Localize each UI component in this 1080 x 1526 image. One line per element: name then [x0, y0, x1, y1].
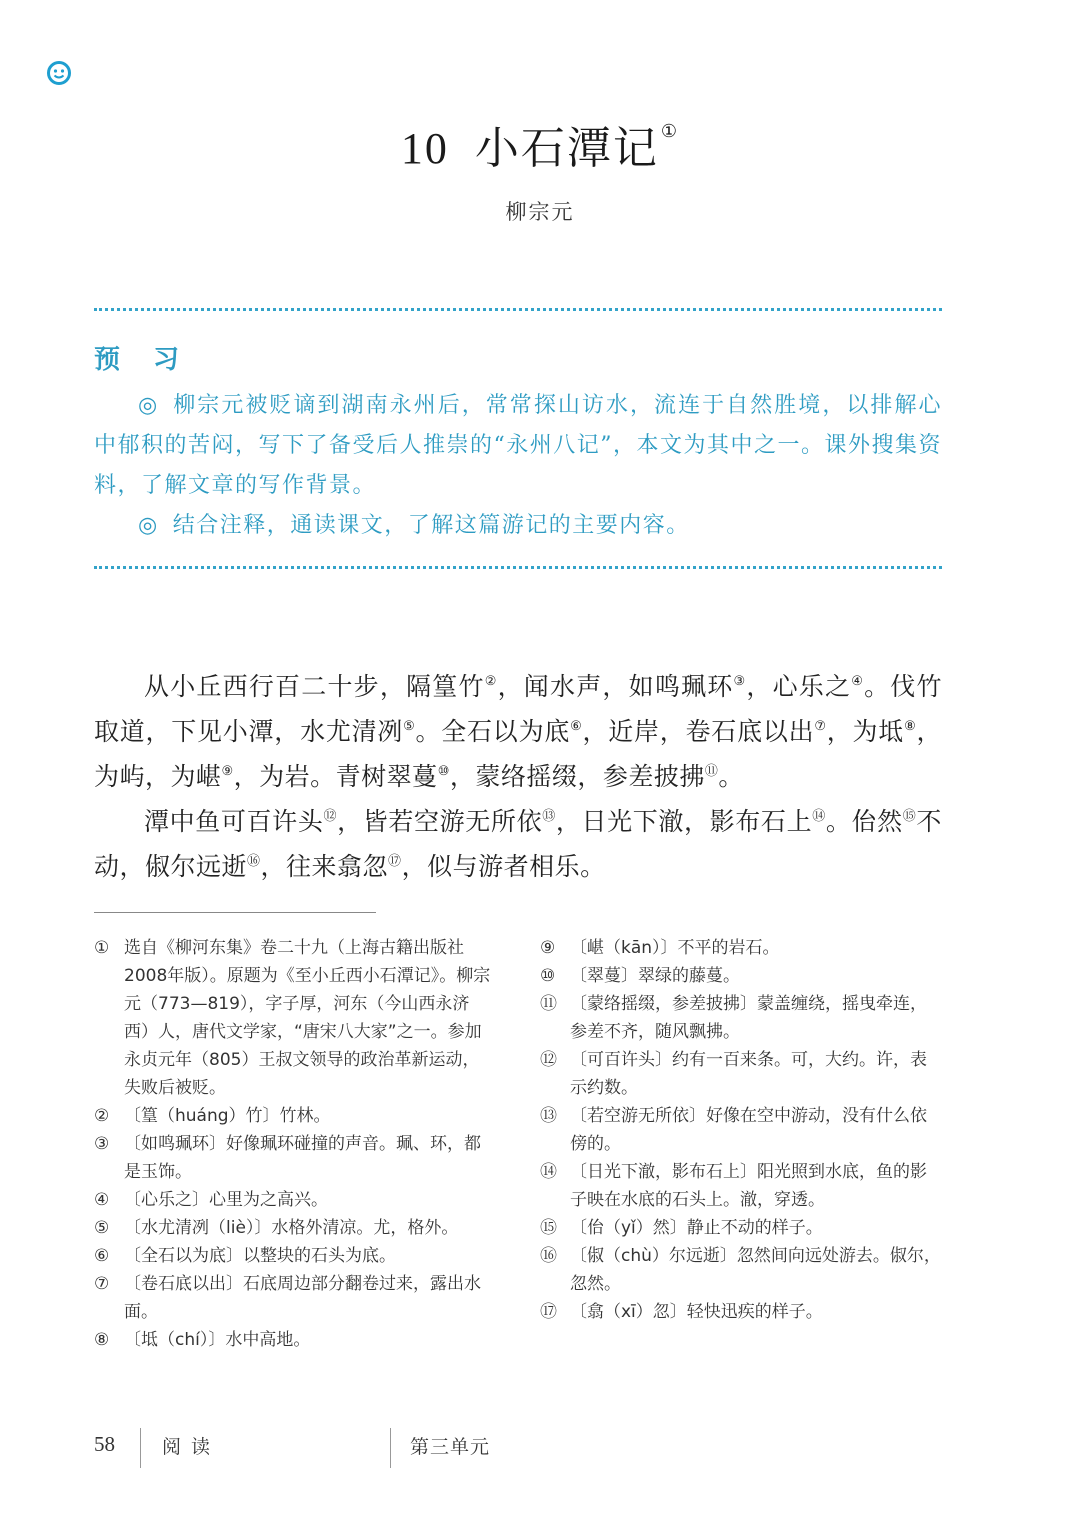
footnote-ref[interactable]: ④	[851, 674, 865, 689]
footnote-mark: ⑦	[94, 1274, 110, 1294]
footnote-mark: ②	[94, 1106, 110, 1126]
footnote-mark: ③	[94, 1134, 110, 1154]
text-segment: 。佁然	[825, 807, 903, 836]
footnote	[94, 1326, 494, 1354]
footnote-text: 〔心乐之〕心里为之高兴。	[124, 1190, 328, 1210]
smiley-face-icon	[46, 60, 72, 86]
footnote-text: 〔嵁（kān）〕不平的岩石。	[570, 938, 780, 958]
footnote-mark: ⑩	[540, 966, 556, 986]
footnote	[540, 1046, 942, 1102]
lesson-title-text: 小石潭记	[474, 123, 659, 174]
footnote	[94, 934, 494, 1102]
text-segment: ，蒙络摇缀，参差披拂	[449, 762, 705, 791]
footnote-ref[interactable]: ⑨	[221, 764, 234, 779]
footnote-mark: ⑥	[94, 1246, 110, 1266]
text-segment: ，似与游者相乐。	[401, 852, 606, 881]
footnote-mark: ⑰	[540, 1302, 557, 1322]
footnote	[540, 1102, 942, 1158]
text-segment: 从小丘西行百二十步，隔篁竹	[144, 672, 485, 701]
dotted-divider-bottom	[94, 566, 942, 569]
text-segment: ，往来翕忽	[260, 852, 389, 881]
author: 柳宗元	[505, 200, 575, 224]
main-text	[94, 662, 942, 887]
footnote-text: 〔可百许头〕约有一百来条。可，大约。许，表示约数。	[570, 1050, 927, 1098]
footnote-ref[interactable]: ⑮	[902, 809, 917, 824]
footnote-text: 〔如鸣珮环〕好像珮环碰撞的声音。珮、环，都是玉饰。	[124, 1134, 481, 1182]
footnote	[540, 1158, 942, 1214]
text-segment: ，日光下澈，影布石上	[555, 807, 813, 836]
footnote-mark: ⑫	[540, 1050, 557, 1070]
footnote-mark: ⑭	[540, 1162, 557, 1182]
footnote-text: 〔卷石底以出〕石底周边部分翻卷过来，露出水面。	[124, 1274, 481, 1322]
footnote-ref[interactable]: ⑬	[542, 809, 556, 824]
footnote-mark: ⑬	[540, 1106, 557, 1126]
text-segment: ，近岸，卷石底以出	[582, 717, 815, 746]
bullet-icon: ◎	[138, 513, 159, 538]
preview-item	[94, 386, 942, 506]
footnotes-right-column	[540, 934, 942, 1326]
footnote-mark: ⑧	[94, 1330, 110, 1350]
footnote-ref[interactable]: ⑪	[704, 764, 719, 779]
footnote-ref[interactable]: ③	[733, 674, 747, 689]
footer-separator	[140, 1428, 141, 1468]
preview-item-text: 柳宗元被贬谪到湖南永州后，常常探山访水，流连于自然胜境，以排解心中郁积的苦闷，写下了备受后人推崇的“永州八记”，本文为其中之一。课外搜集资料，了解文章的写作背景。	[94, 393, 942, 498]
text-segment: 。伐竹取道，下见小潭，水尤清冽	[94, 672, 942, 746]
footnote-ref[interactable]: ⑦	[814, 719, 827, 734]
lesson-number: 10	[400, 124, 449, 173]
text-segment: ，为岩。青树翠蔓	[233, 762, 438, 791]
preview-heading: 预 习	[94, 345, 192, 375]
footnote-ref[interactable]: ⑭	[812, 809, 826, 824]
title-note-mark[interactable]: ①	[660, 121, 680, 142]
footnote-text: 〔全石以为底〕以整块的石头为底。	[124, 1246, 396, 1266]
footnote-mark: ⑤	[94, 1218, 110, 1238]
footnote	[540, 962, 942, 990]
footnote	[94, 1102, 494, 1130]
footnote	[540, 1298, 942, 1326]
footnote-text: 〔日光下澈，影布石上〕阳光照到水底，鱼的影子映在水底的石头上。澈，穿透。	[570, 1162, 927, 1210]
lesson-title	[0, 112, 1080, 176]
footnote-ref[interactable]: ⑤	[403, 719, 416, 734]
bullet-icon: ◎	[138, 393, 160, 418]
footnote	[94, 1130, 494, 1186]
footnote-ref[interactable]: ⑫	[323, 809, 338, 824]
preview-item	[94, 506, 942, 546]
footnote-text: 〔翕（xī）忽〕轻快迅疾的样子。	[570, 1302, 823, 1322]
footnote-text: 〔坻（chí）〕水中高地。	[124, 1330, 311, 1350]
text-segment: 。	[718, 762, 744, 791]
dotted-divider-top	[94, 308, 942, 311]
footnote-text: 〔若空游无所依〕好像在空中游动，没有什么依傍的。	[570, 1106, 927, 1154]
footnote	[94, 1270, 494, 1326]
footnote-text: 〔蒙络摇缀，参差披拂〕蒙盖缠绕，摇曳牵连，参差不齐，随风飘拂。	[570, 994, 927, 1042]
footnote-text: 选自《柳河东集》卷二十九（上海古籍出版社2008年版）。原题为《至小丘西小石潭记》。柳宗元（773—819），字子厚，河东（今山西永济西）人，唐代文学家，“唐宋八大家”之一。参加永贞元年（805）王叔文领导的政治革新运动，失败后被贬。	[124, 938, 491, 1098]
footnote-mark: ①	[94, 938, 110, 958]
footnote-ref[interactable]: ⑰	[388, 854, 402, 869]
footnote-text: 〔翠蔓〕翠绿的藤蔓。	[570, 966, 740, 986]
footnote	[540, 1242, 942, 1298]
footnote-text: 〔俶（chù）尔远逝〕忽然间向远处游去。俶尔，忽然。	[570, 1246, 941, 1294]
preview-item-text: 结合注释，通读课文，了解这篇游记的主要内容。	[172, 513, 690, 538]
footnote	[540, 934, 942, 962]
footer-section: 阅读	[162, 1436, 221, 1458]
footnote	[94, 1214, 494, 1242]
text-segment: ，皆若空游无所依	[337, 807, 543, 836]
text-segment: ，为屿，为嵁	[94, 717, 942, 791]
footnote-text: 〔佁（yǐ）然〕静止不动的样子。	[570, 1218, 823, 1238]
footnote-mark: ⑪	[540, 994, 557, 1014]
footnote-ref[interactable]: ⑥	[570, 719, 583, 734]
text-segment: ，闻水声，如鸣珮环	[497, 672, 734, 701]
text-segment: 。全石以为底	[415, 717, 571, 746]
text-segment: ，为坻	[826, 717, 905, 746]
footnote-ref[interactable]: ⑩	[437, 764, 450, 779]
preview-section	[94, 340, 942, 546]
footer-unit: 第三单元	[410, 1436, 491, 1458]
footnote-mark: ⑯	[540, 1246, 557, 1266]
footnote-ref[interactable]: ②	[484, 674, 498, 689]
text-segment: 不动，俶尔远逝	[94, 807, 942, 881]
text-segment: ，心乐之	[746, 672, 852, 701]
footnote-mark: ④	[94, 1190, 110, 1210]
footnote	[94, 1186, 494, 1214]
footnote	[540, 1214, 942, 1242]
footnote-rule	[94, 912, 376, 913]
footnote	[94, 1242, 494, 1270]
footnote-text: 〔篁（huáng）竹〕竹林。	[124, 1106, 331, 1126]
footnote-mark: ⑮	[540, 1218, 557, 1238]
footnote-mark: ⑨	[540, 938, 556, 958]
footnote	[540, 990, 942, 1046]
footnotes-left-column	[94, 934, 494, 1354]
paragraph-2	[94, 797, 942, 887]
footer-separator	[390, 1428, 391, 1468]
footnote-ref[interactable]: ⑯	[247, 854, 261, 869]
footnote-ref[interactable]: ⑧	[904, 719, 917, 734]
footnote-text: 〔水尤清冽（liè）〕水格外清凉。尤，格外。	[124, 1218, 459, 1238]
paragraph-1	[94, 662, 942, 797]
page-number: 58	[94, 1432, 115, 1456]
text-segment: 潭中鱼可百许头	[144, 807, 324, 836]
